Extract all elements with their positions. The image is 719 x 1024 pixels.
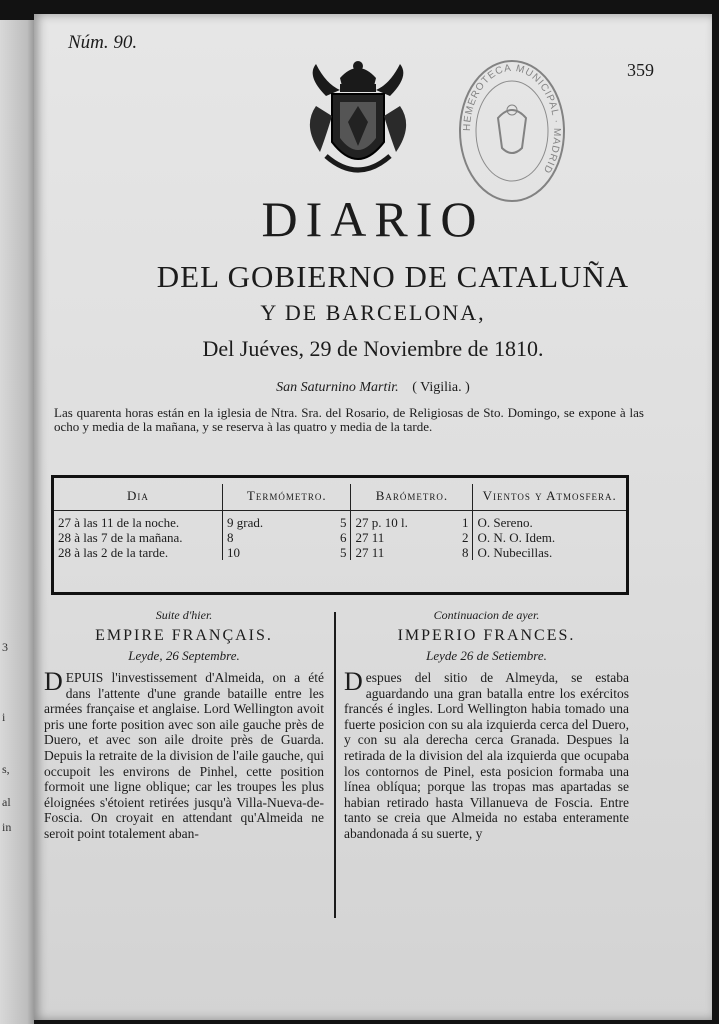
page-number: 359 xyxy=(627,60,654,80)
cell-baro-min: 1 xyxy=(454,511,473,531)
cell-baro: 27 p. 10 l. xyxy=(355,515,408,530)
section-heading: IMPERIO FRANCES. xyxy=(397,627,576,644)
margin-fragment: s, xyxy=(2,762,10,776)
col-header-termometro: Termómetro. xyxy=(223,484,351,511)
table-row xyxy=(54,530,626,545)
margin-fragment: in xyxy=(2,820,12,834)
adjacent-page-strip xyxy=(0,20,34,1024)
column-divider xyxy=(334,612,336,918)
drop-cap: D xyxy=(344,667,363,696)
cell-term-min: 6 xyxy=(332,530,351,545)
col-header-vientos: Vientos y Atmosfera. xyxy=(473,484,626,511)
cell-baro-min: 8 xyxy=(454,545,473,560)
section-dateline: Leyde, 26 Septembre. xyxy=(128,648,240,663)
cell-term-min: 5 xyxy=(332,511,351,531)
cell-term: 9 grad. xyxy=(227,515,264,530)
margin-fragment: al xyxy=(2,795,11,809)
saint-name: San Saturnino Martir. xyxy=(276,380,399,395)
article-body xyxy=(44,667,324,842)
library-stamp-icon xyxy=(456,58,568,204)
vigil-label: ( Vigilia. ) xyxy=(412,380,470,395)
newspaper-title: DIARIO xyxy=(261,191,485,247)
newspaper-page xyxy=(34,14,712,1020)
newspaper-subtitle: DEL GOBIERNO DE CATALUÑA xyxy=(156,259,630,294)
margin-fragment: i xyxy=(2,710,6,724)
cell-baro: 27 11 xyxy=(355,530,385,545)
saint-line xyxy=(34,380,712,396)
cell-dia: 28 à las 7 de la mañana. xyxy=(54,530,223,545)
stamp-text: HEMEROTECA MUNICIPAL · MADRID xyxy=(461,62,563,176)
issue-number: Núm. 90. xyxy=(68,32,138,53)
weather-table xyxy=(51,475,629,595)
continuation-note: Suite d'hier. xyxy=(155,608,213,622)
cell-viento: O. Nubecillas. xyxy=(477,545,553,560)
section-dateline: Leyde 26 de Setiembre. xyxy=(426,648,547,663)
cell-viento: O. Sereno. xyxy=(477,515,533,530)
col-header-barometro: Barómetro. xyxy=(351,484,473,511)
newspaper-subtitle-2: Y DE BARCELONA, xyxy=(260,300,486,325)
devotion-notice: Las quarenta horas están en la iglesia de Ntra. Sra. del Rosario, de Religiosas de Sto. Domingo, se expone à las ocho y media de la mañana, y se reserva à las quatro y media de la tarde. xyxy=(54,405,644,434)
cell-dia: 27 à las 11 de la noche. xyxy=(54,511,223,531)
section-heading: EMPIRE FRANÇAIS. xyxy=(95,627,273,644)
table-row xyxy=(54,511,626,531)
article-body xyxy=(344,667,629,842)
cell-baro-min: 2 xyxy=(454,530,473,545)
col-header-dia: Dia xyxy=(54,484,223,511)
cell-baro: 27 11 xyxy=(355,545,385,560)
continuation-note: Continuacion de ayer. xyxy=(433,608,540,622)
spanish-column xyxy=(344,608,629,842)
cell-term-min: 5 xyxy=(332,545,351,560)
royal-crest-icon xyxy=(296,56,420,186)
french-column xyxy=(44,608,324,842)
margin-fragment: 3 xyxy=(2,640,8,654)
table-row xyxy=(54,545,626,560)
drop-cap: D xyxy=(44,667,63,696)
cell-viento: O. N. O. Idem. xyxy=(477,530,556,545)
article-text: espues del sitio de Almeyda, se estaba aguardando una gran batalla entre los exércitos francés é ingles. Lord Wellington habia tomado una fuerte posicion con su ala izquierda cerca del Duero, y con su ala derecha cerca Granada. Despues la retirada de la division del ala izquierda que ocupaba los contornos de Pinel, esta posicion formaba una línea oblíqua; porque las tropas mas apartadas se habian retirado hasta Villanueva de Foscia. Entre tanto se creia que Almeida no estaba enteramente abandonada á su suerte, y xyxy=(344,670,629,841)
dateline: Del Juéves, 29 de Noviembre de 1810. xyxy=(202,336,544,361)
cell-term: 10 xyxy=(227,545,240,560)
article-text: EPUIS l'investissement d'Almeida, on a été dans l'attente d'une grande bataille entre les armées française et anglaise. Lord Wellington avoit pris une forte position avec son aile gauche près de Duero, et avec son aile droite près de Guarda. Depuis la retraite de la division de l'aile gauche, qui occupoit les environs de Pinhel, cette position formoit une ligne oblique; car les troupes les plus éloignées s'étoient retirées jusqu'à Villa-Nueva-de-Foscia. On croyait en attendant qu'Almeida ne seroit point totalement aban- xyxy=(44,670,324,841)
cell-dia: 28 à las 2 de la tarde. xyxy=(54,545,223,560)
cell-term: 8 xyxy=(227,530,234,545)
